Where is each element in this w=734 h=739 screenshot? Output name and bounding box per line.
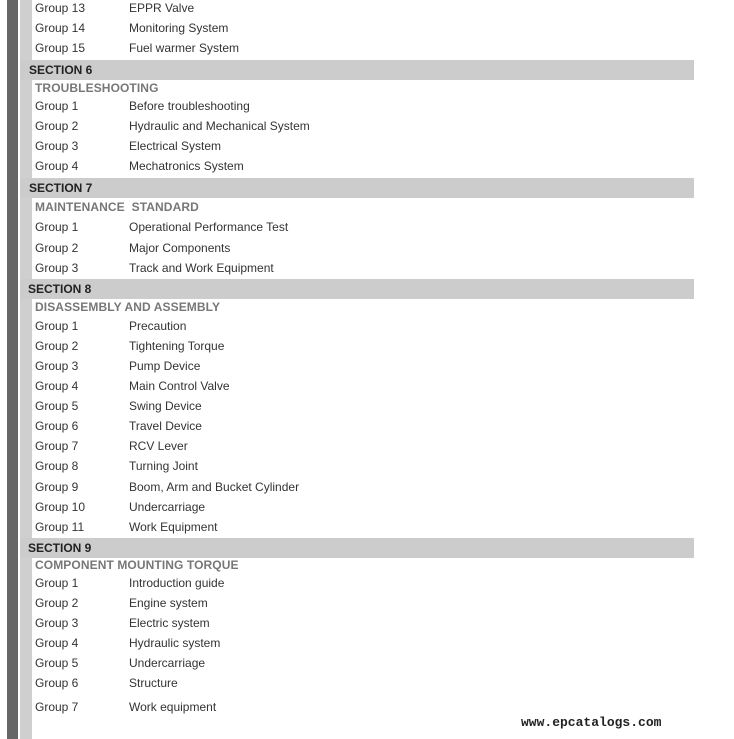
group-label: Group 9 [35,480,79,494]
group-title-link[interactable]: Undercarriage [129,656,206,670]
group-title-link[interactable]: Electrical System [129,139,222,153]
section-subtitle: TROUBLESHOOTING [35,81,159,95]
group-label: Group 4 [35,379,79,393]
group-label: Group 2 [35,596,79,610]
section-title: SECTION 9 [28,541,92,555]
group-label: Group 3 [35,616,79,630]
group-title-link[interactable]: Turning Joint [129,459,198,473]
group-label: Group 6 [35,676,79,690]
left-border-bar [7,0,18,739]
section-subtitle: COMPONENT MOUNTING TORQUE [35,558,239,572]
group-label: Group 1 [35,99,79,113]
group-title-link[interactable]: Mechatronics System [129,159,244,173]
group-label: Group 7 [35,439,79,453]
group-title-link[interactable]: Monitoring System [129,21,229,35]
group-title-link[interactable]: Engine system [129,596,208,610]
group-label: Group 11 [35,520,85,534]
group-label: Group 14 [35,21,86,35]
group-label: Group 2 [35,241,79,255]
group-title-link[interactable]: Main Control Valve [129,379,230,393]
group-title-link[interactable]: Before troubleshooting [129,99,250,113]
section-subtitle: DISASSEMBLY AND ASSEMBLY [35,300,221,314]
group-title-link[interactable]: Tightening Torque [129,339,225,353]
group-title-link[interactable]: Major Components [129,241,231,255]
section-header [20,279,694,299]
group-label: Group 2 [35,339,79,353]
group-title-link[interactable]: Travel Device [129,419,202,433]
group-title-link[interactable]: Precaution [129,319,187,333]
group-label: Group 13 [35,1,86,15]
group-label: Group 4 [35,159,79,173]
group-title-link[interactable]: Hydraulic system [129,636,221,650]
group-title-link[interactable]: Undercarriage [129,500,206,514]
group-title-link[interactable]: EPPR Valve [129,1,195,15]
group-label: Group 6 [35,419,79,433]
group-title-link[interactable]: Operational Performance Test [129,220,289,234]
group-title-link[interactable]: Structure [129,676,178,690]
group-label: Group 1 [35,220,79,234]
group-label: Group 1 [35,319,79,333]
group-label: Group 10 [35,500,86,514]
section-title: SECTION 8 [28,282,92,296]
group-title-link[interactable]: Work Equipment [129,520,218,534]
group-label: Group 5 [35,656,79,670]
group-label: Group 5 [35,399,79,413]
group-title-link[interactable]: Hydraulic and Mechanical System [129,119,310,133]
group-title-link[interactable]: Electric system [129,616,210,630]
group-title-link[interactable]: Fuel warmer System [129,41,240,55]
section-title: SECTION 7 [29,181,93,195]
group-title-link[interactable]: Boom, Arm and Bucket Cylinder [129,480,300,494]
group-title-link[interactable]: Pump Device [129,359,201,373]
group-label: Group 3 [35,261,79,275]
group-label: Group 1 [35,576,79,590]
watermark: www.epcatalogs.com [521,715,662,730]
inner-border-bar [20,0,32,739]
group-title-link[interactable]: Introduction guide [129,576,225,590]
section-header [20,538,694,558]
group-label: Group 3 [35,139,79,153]
section-title: SECTION 6 [29,63,93,77]
group-title-link[interactable]: Swing Device [129,399,202,413]
group-title-link[interactable]: Track and Work Equipment [129,261,274,275]
group-label: Group 15 [35,41,86,55]
section-header [20,178,694,198]
group-label: Group 2 [35,119,79,133]
group-title-link[interactable]: RCV Lever [129,439,188,453]
group-label: Group 4 [35,636,79,650]
group-label: Group 8 [35,459,79,473]
group-label: Group 3 [35,359,79,373]
group-title-link[interactable]: Work equipment [129,700,217,714]
section-header [20,60,694,80]
section-subtitle: MAINTENANCE STANDARD [35,200,199,214]
group-label: Group 7 [35,700,79,714]
